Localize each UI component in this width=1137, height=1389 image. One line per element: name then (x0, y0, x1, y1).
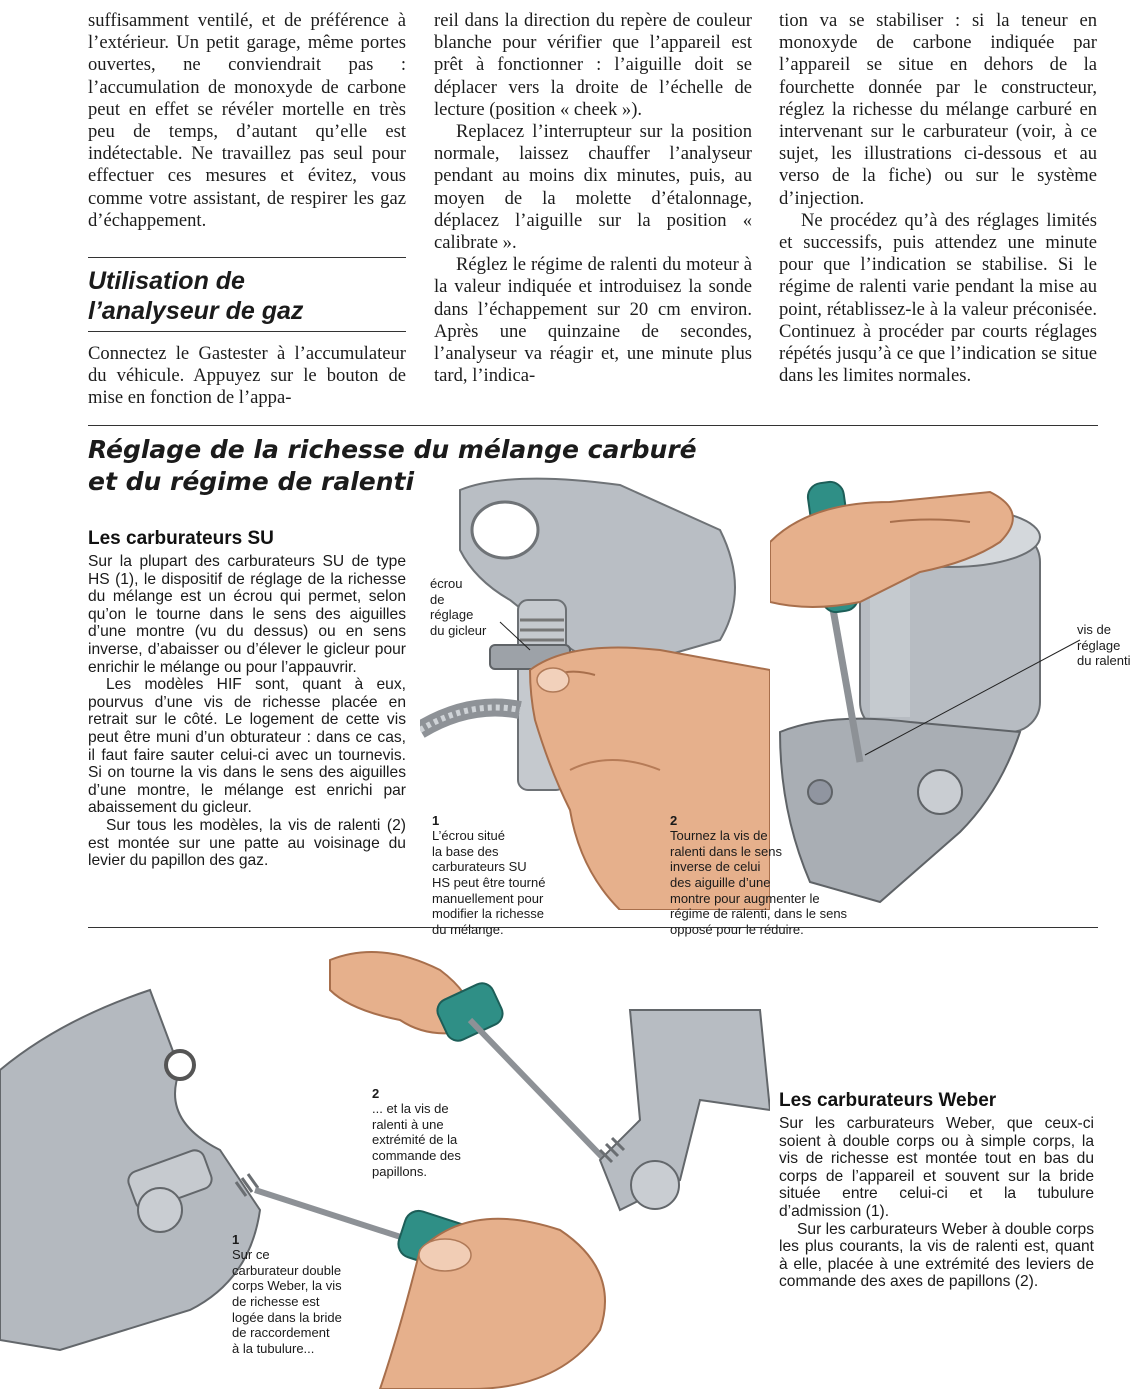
heading-carburateurs-weber: Les carburateurs Weber (779, 1090, 997, 1111)
caption-text: Sur ce carburateur double corps Weber, la vis de richesse est logée dans la bride de raccordement à la tubulure... (232, 1247, 342, 1356)
leader-lines (420, 560, 1137, 760)
column-3 (779, 10, 1097, 387)
weber-text-column (779, 1115, 1094, 1291)
paragraph: Sur les carburateurs Weber, que ceux-ci soient à double corps ou à simple corps, la vis de richesse est montée tout en bas du corps de l’appareil et souvent sur la bride située entre celui-ci et la tubulure d’admission (1). (779, 1115, 1094, 1220)
su-text-column (88, 553, 406, 870)
paragraph: tion va se stabiliser : si la teneur en monoxyde de carbone indiquée par l’appareil se situe en dehors de la fourchette donnée par le constructeur, réglez la richesse du mélange carburé en intervenant sur le carburateur (voir, à ce sujet, les illustrations ci-dessous et au verso de la fiche) ou sur le système d’injection. (779, 10, 1097, 209)
caption-text: ... et la vis de ralenti à une extrémité de la commande des papillons. (372, 1101, 461, 1179)
paragraph: Ne procédez qu’à des réglages limités et successifs, puis attendez une minute pour que l’indication se stabilise. Si le régime de ralenti varie pendant la mise au point, rétablissez-le à la valeur préconisée. Continuez à procéder par courts réglages répétés jusqu’à ce que l’indication se situe dans les limites normales. (779, 209, 1097, 387)
paragraph: Sur les carburateurs Weber à double corps les plus courants, la vis de ralenti est, quant à elle, placée à une extrémité des leviers de commande des axes de papillons (2). (779, 1220, 1095, 1291)
heading-utilisation (88, 266, 408, 326)
caption-weber-2 (372, 1070, 502, 1179)
label-vis-reglage-ralenti: vis de réglage du ralenti (1077, 622, 1131, 669)
section-divider (88, 425, 1098, 426)
caption-su-2 (670, 797, 900, 937)
paragraph: Sur tous les modèles, la vis de ralenti (2) est montée sur une patte au voisinage du levier du papillon des gaz. (88, 816, 406, 870)
paragraph: Connectez le Gastester à l’accumulateur du véhicule. Appuyez sur le bouton de mise en fonction de l’appa- (88, 343, 406, 409)
caption-weber-1 (232, 1216, 382, 1356)
title-line: Réglage de la richesse du mélange carburé (88, 435, 697, 464)
paragraph: Sur la plupart des carburateurs SU de type HS (1), le dispositif de réglage de la richesse du mélange est un écrou qui permet, selon qu’on le tourne dans le sens des aiguilles d’une montre (vu du dessus) ou en sens inverse, d’abaisser ou d’élever le gicleur pour enrichir le mélange ou pour l’appauvrir. (88, 553, 406, 676)
caption-number: 1 (232, 1231, 240, 1247)
column-1-top (88, 10, 406, 232)
caption-text: Tournez la vis de ralenti dans le sens inverse de celui des aiguille d’une montre pour augmenter le régime de ralenti, dans le sens opposé pour le réduire. (670, 828, 848, 937)
heading-line: l’analyseur de gaz (88, 297, 304, 325)
caption-number: 2 (372, 1085, 380, 1101)
divider (88, 257, 406, 258)
caption-number: 1 (432, 812, 440, 828)
paragraph: Réglez le régime de ralenti du moteur à la valeur indiquée et introduisez la sonde dans l’échappement sur 20 cm environ. Après une quinzaine de secondes, l’analyseur va réagir et, une minute plus tard, l’indica- (434, 254, 752, 387)
column-1-bottom (88, 343, 406, 410)
paragraph: Les modèles HIF sont, quant à eux, pourvus d’une vis de richesse placée en retrait sur le côté. Le logement de cette vis peut être muni d’un obturateur : dans ce cas, il faut faire sauter celui-ci avec un tournevis. Si on tourne la vis dans le sens des aiguilles d’une montre, le mélange est enrichi par abaissement du gicleur. (88, 676, 406, 817)
heading-carburateurs-su: Les carburateurs SU (88, 528, 274, 549)
divider (88, 331, 406, 332)
heading-line: Utilisation de (88, 267, 245, 295)
label-ecrou-reglage: écrou de réglage du gicleur (430, 576, 487, 638)
paragraph: Replacez l’interrupteur sur la position normale, laissez chauffer l’analyseur pendant au moins dix minutes, puis, au moyen de la molette d’étalonnage, déplacez l’aiguille sur la position « calibrate ». (434, 121, 752, 254)
column-2 (434, 10, 752, 387)
caption-text: L’écrou situé la base des carburateurs SU HS peut être tourné manuellement pour modifier la richesse du mélange. (432, 828, 546, 937)
paragraph: reil dans la direction du repère de couleur blanche pour vérifier que l’appareil est prêt à fonctionner : l’aiguille doit se déplacer vers la droite de l’échelle de lecture (position « cheek »). (434, 10, 752, 120)
paragraph: suffisamment ventilé, et de préférence à l’extérieur. Un petit garage, même portes ouvertes, ne conviendrait pas : l’accumulation de monoxyde de carbone peut en effet se révéler mortelle en très peu de temps, d’autant qu’elle est indétectable. Ne travaillez pas seul pour effectuer ces mesures et évitez, vous comme votre assistant, de respirer les gaz d’échappement. (88, 10, 406, 231)
caption-number: 2 (670, 812, 678, 828)
section-divider (88, 927, 1098, 928)
caption-su-1 (432, 797, 612, 937)
title-line: et du régime de ralenti (88, 467, 415, 496)
